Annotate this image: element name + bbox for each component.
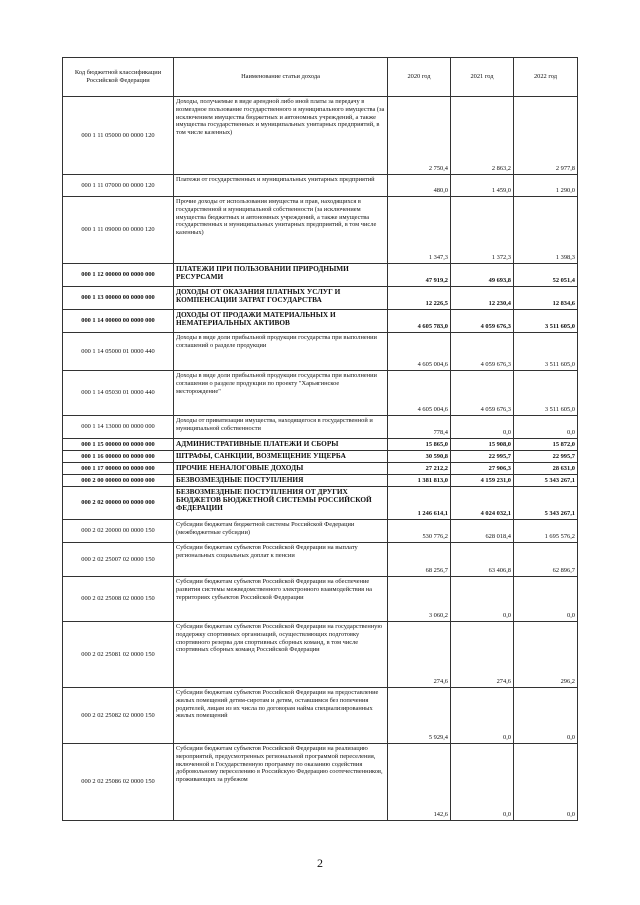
table-row xyxy=(63,622,578,688)
row-code: 000 1 12 00000 00 0000 000 xyxy=(63,264,174,287)
table-row xyxy=(63,416,578,439)
row-name: Субсидии бюджетам субъектов Российской Федерации на предоставление жилых помещений детям-сиротам и детям, оставшимся без попечения родителей, лицам из их числа по договорам найма специализированных жилых помещений xyxy=(174,688,388,744)
row-value-2022: 3 511 605,0 xyxy=(514,371,578,416)
table-row xyxy=(63,451,578,463)
row-value-2021: 0,0 xyxy=(451,688,514,744)
row-value-2020: 15 865,0 xyxy=(388,439,451,451)
row-value-2021: 2 863,2 xyxy=(451,97,514,175)
row-value-2022: 5 343 267,1 xyxy=(514,487,578,520)
row-value-2021: 0,0 xyxy=(451,577,514,622)
table-row xyxy=(63,487,578,520)
row-value-2022: 0,0 xyxy=(514,688,578,744)
row-value-2021: 1 372,3 xyxy=(451,197,514,264)
row-value-2022: 62 896,7 xyxy=(514,543,578,577)
row-value-2022: 15 872,0 xyxy=(514,439,578,451)
row-code: 000 2 00 00000 00 0000 000 xyxy=(63,475,174,487)
table-row xyxy=(63,520,578,543)
row-value-2020: 30 590,8 xyxy=(388,451,451,463)
row-code: 000 1 15 00000 00 0000 000 xyxy=(63,439,174,451)
table-row xyxy=(63,175,578,197)
row-value-2020: 1 246 614,1 xyxy=(388,487,451,520)
row-value-2022: 22 995,7 xyxy=(514,451,578,463)
row-name: БЕЗВОЗМЕЗДНЫЕ ПОСТУПЛЕНИЯ ОТ ДРУГИХ БЮДЖЕТОВ БЮДЖЕТНОЙ СИСТЕМЫ РОССИЙСКОЙ ФЕДЕРАЦИИ xyxy=(174,487,388,520)
row-value-2022: 1 695 576,2 xyxy=(514,520,578,543)
row-name: ДОХОДЫ ОТ ПРОДАЖИ МАТЕРИАЛЬНЫХ И НЕМАТЕРИАЛЬНЫХ АКТИВОВ xyxy=(174,310,388,333)
row-value-2022: 52 051,4 xyxy=(514,264,578,287)
row-value-2020: 1 347,3 xyxy=(388,197,451,264)
row-value-2021: 63 406,8 xyxy=(451,543,514,577)
row-code: 000 1 14 13000 00 0000 000 xyxy=(63,416,174,439)
row-value-2022: 296,2 xyxy=(514,622,578,688)
header-code: Код бюджетной классификации Российской Федерации xyxy=(63,58,174,97)
row-name: Субсидии бюджетам субъектов Российской Федерации на обеспечение развития системы межведомственного электронного взаимодействия на территориях субъектов Российской Федерации xyxy=(174,577,388,622)
row-value-2022: 28 631,0 xyxy=(514,463,578,475)
row-value-2020: 2 750,4 xyxy=(388,97,451,175)
row-value-2020: 142,6 xyxy=(388,744,451,821)
table-row xyxy=(63,688,578,744)
row-code: 000 1 13 00000 00 0000 000 xyxy=(63,287,174,310)
row-value-2022: 0,0 xyxy=(514,577,578,622)
row-name: Субсидии бюджетам субъектов Российской Федерации на реализацию мероприятий, предусмотренных региональной программой переселения, включенной в Государственную программу по оказанию содействия добровольному переселению в Российскую Федерацию соотечественников, проживающих за рубежом xyxy=(174,744,388,821)
row-value-2022: 2 977,8 xyxy=(514,97,578,175)
row-value-2020: 27 212,2 xyxy=(388,463,451,475)
row-name: ДОХОДЫ ОТ ОКАЗАНИЯ ПЛАТНЫХ УСЛУГ И КОМПЕНСАЦИИ ЗАТРАТ ГОСУДАРСТВА xyxy=(174,287,388,310)
row-value-2022: 3 511 605,0 xyxy=(514,310,578,333)
row-value-2020: 1 381 813,0 xyxy=(388,475,451,487)
row-value-2021: 4 059 676,3 xyxy=(451,333,514,371)
row-value-2021: 15 908,0 xyxy=(451,439,514,451)
row-value-2022: 5 343 267,1 xyxy=(514,475,578,487)
row-value-2020: 3 060,2 xyxy=(388,577,451,622)
table-row xyxy=(63,310,578,333)
table-row xyxy=(63,197,578,264)
row-value-2020: 4 605 004,6 xyxy=(388,371,451,416)
row-code: 000 1 16 00000 00 0000 000 xyxy=(63,451,174,463)
row-name: Субсидии бюджетам субъектов Российской Федерации на государственную поддержку спортивных организаций, осуществляющих подготовку спортивного резерва для спортивных сборных команд, в том числе спортивных сборных команд Российской Федерации xyxy=(174,622,388,688)
row-value-2021: 1 459,0 xyxy=(451,175,514,197)
row-code: 000 1 17 00000 00 0000 000 xyxy=(63,463,174,475)
row-name: Доходы в виде доли прибыльной продукции государства при выполнении соглашений о разделе продукции xyxy=(174,333,388,371)
row-value-2021: 22 995,7 xyxy=(451,451,514,463)
table-row xyxy=(63,475,578,487)
row-code: 000 2 02 25008 02 0000 150 xyxy=(63,577,174,622)
table-row xyxy=(63,744,578,821)
table-row xyxy=(63,439,578,451)
row-value-2021: 274,6 xyxy=(451,622,514,688)
table-body xyxy=(63,97,578,821)
row-code: 000 1 11 05000 00 0000 120 xyxy=(63,97,174,175)
row-code: 000 1 14 05030 01 0000 440 xyxy=(63,371,174,416)
row-value-2022: 0,0 xyxy=(514,744,578,821)
row-code: 000 1 11 07000 00 0000 120 xyxy=(63,175,174,197)
row-value-2020: 68 256,7 xyxy=(388,543,451,577)
row-value-2021: 4 024 032,1 xyxy=(451,487,514,520)
row-name: БЕЗВОЗМЕЗДНЫЕ ПОСТУПЛЕНИЯ xyxy=(174,475,388,487)
row-value-2020: 4 605 783,0 xyxy=(388,310,451,333)
row-name: АДМИНИСТРАТИВНЫЕ ПЛАТЕЖИ И СБОРЫ xyxy=(174,439,388,451)
table-row xyxy=(63,287,578,310)
row-code: 000 1 11 09000 00 0000 120 xyxy=(63,197,174,264)
revenue-table xyxy=(62,57,578,821)
table-row xyxy=(63,463,578,475)
row-name: Прочие доходы от использования имущества и прав, находящихся в государственной и муниципальной собственности (за исключением имущества бюджетных и автономных учреждений, а также имущества государственных и муниципальных унитарных предприятий, в том числе казенных) xyxy=(174,197,388,264)
row-value-2021: 27 906,3 xyxy=(451,463,514,475)
table-row xyxy=(63,264,578,287)
row-code: 000 2 02 25086 02 0000 150 xyxy=(63,744,174,821)
row-name: Доходы, получаемые в виде арендной либо иной платы за передачу в возмездное пользование государственного и муниципального имущества (за исключением имущества бюджетных и автономных учреждений, а также имущества государственных и муниципальных унитарных предприятий, в том числе казенных) xyxy=(174,97,388,175)
row-value-2021: 628 018,4 xyxy=(451,520,514,543)
row-name: Субсидии бюджетам субъектов Российской Федерации на выплату региональных социальных доплат к пенсии xyxy=(174,543,388,577)
row-value-2020: 12 226,5 xyxy=(388,287,451,310)
row-value-2021: 49 693,8 xyxy=(451,264,514,287)
row-value-2021: 0,0 xyxy=(451,416,514,439)
row-value-2021: 0,0 xyxy=(451,744,514,821)
row-name: ШТРАФЫ, САНКЦИИ, ВОЗМЕЩЕНИЕ УЩЕРБА xyxy=(174,451,388,463)
table-row xyxy=(63,543,578,577)
row-value-2020: 480,0 xyxy=(388,175,451,197)
row-name: ПРОЧИЕ НЕНАЛОГОВЫЕ ДОХОДЫ xyxy=(174,463,388,475)
table-row xyxy=(63,371,578,416)
row-code: 000 1 14 05000 01 0000 440 xyxy=(63,333,174,371)
header-2021: 2021 год xyxy=(451,58,514,97)
row-value-2020: 5 929,4 xyxy=(388,688,451,744)
table-row xyxy=(63,333,578,371)
row-value-2021: 4 159 231,0 xyxy=(451,475,514,487)
row-value-2020: 274,6 xyxy=(388,622,451,688)
row-name: ПЛАТЕЖИ ПРИ ПОЛЬЗОВАНИИ ПРИРОДНЫМИ РЕСУРСАМИ xyxy=(174,264,388,287)
row-code: 000 2 02 25082 02 0000 150 xyxy=(63,688,174,744)
row-value-2021: 4 059 676,3 xyxy=(451,310,514,333)
row-code: 000 2 02 20000 00 0000 150 xyxy=(63,520,174,543)
row-value-2020: 4 605 004,6 xyxy=(388,333,451,371)
table-header-row xyxy=(63,58,578,97)
row-value-2020: 778,4 xyxy=(388,416,451,439)
page-number: 2 xyxy=(317,856,323,870)
row-value-2022: 0,0 xyxy=(514,416,578,439)
row-name: Платежи от государственных и муниципальных унитарных предприятий xyxy=(174,175,388,197)
table-row xyxy=(63,577,578,622)
row-code: 000 2 02 25081 02 0000 150 xyxy=(63,622,174,688)
row-value-2021: 4 059 676,3 xyxy=(451,371,514,416)
row-value-2020: 47 919,2 xyxy=(388,264,451,287)
header-2020: 2020 год xyxy=(388,58,451,97)
row-code: 000 2 02 00000 00 0000 000 xyxy=(63,487,174,520)
row-value-2022: 1 290,0 xyxy=(514,175,578,197)
row-code: 000 1 14 00000 00 0000 000 xyxy=(63,310,174,333)
row-name: Доходы от приватизации имущества, находящегося в государственной и муниципальной собственности xyxy=(174,416,388,439)
row-value-2020: 530 776,2 xyxy=(388,520,451,543)
row-name: Доходы в виде доли прибыльной продукции государства при выполнении соглашения о разделе продукции по проекту "Харьягинское месторождение" xyxy=(174,371,388,416)
header-2022: 2022 год xyxy=(514,58,578,97)
row-value-2021: 12 230,4 xyxy=(451,287,514,310)
row-value-2022: 12 834,6 xyxy=(514,287,578,310)
row-name: Субсидии бюджетам бюджетной системы Российской Федерации (межбюджетные субсидии) xyxy=(174,520,388,543)
header-name: Наименование статьи дохода xyxy=(174,58,388,97)
row-value-2022: 1 398,3 xyxy=(514,197,578,264)
table-row xyxy=(63,97,578,175)
row-value-2022: 3 511 605,0 xyxy=(514,333,578,371)
revenue-table-sheet xyxy=(62,57,577,821)
row-code: 000 2 02 25007 02 0000 150 xyxy=(63,543,174,577)
